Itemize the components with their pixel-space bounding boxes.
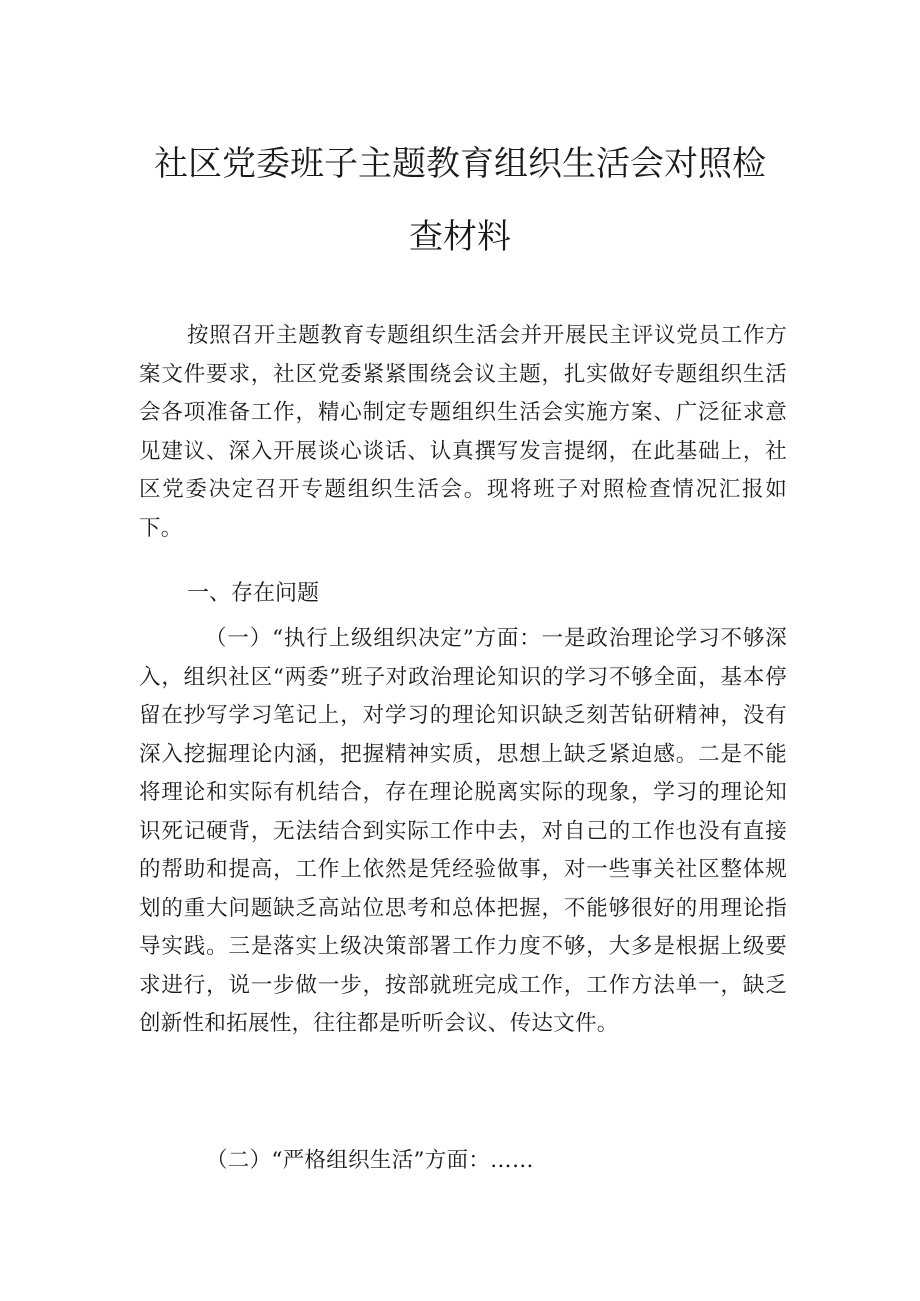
document-title-line2: 查材料 <box>409 217 511 257</box>
subsection-1-paragraph: （一）“执行上级组织决定”方面：一是政治理论学习不够深入，组织社区“两委”班子对政治理论知识的学习不够全面，基本停留在抄写学习笔记上，对学习的理论知识缺乏刻苦钻研精神，没有深入挖掘理论内涵，把握精神实质，思想上缺乏紧迫感。二是不能将理论和实际有机结合，存在理论脱离实际的现象，学习的理论知识死记硬背，无法结合到实际工作中去，对自己的工作也没有直接的帮助和提高，工作上依然是凭经验做事，对一些事关社区整体规划的重大问题缺乏高站位思考和总体把握，不能够很好的用理论指导实践。三是落实上级决策部署工作力度不够，大多是根据上级要求进行，说一步做一步，按部就班完成工作，工作方法单一，缺乏创新性和拓展性，往往都是听听会议、传达文件。 <box>139 626 787 1036</box>
document-title-line1: 社区党委班子主题教育组织生活会对照检 <box>154 144 766 184</box>
section-heading-problems: 一、存在问题 <box>187 581 320 606</box>
intro-paragraph: 按照召开主题教育专题组织生活会并开展民主评议党员工作方案文件要求，社区党委紧紧围绕会议主题，扎实做好专题组织生活会各项准备工作，精心制定专题组织生活会实施方案、广泛征求意见建议、深入开展谈心谈话、认真撰写发言提纲，在此基础上，社区党委决定召开专题组织生活会。现将班子对照检查情况汇报如下。 <box>139 323 787 541</box>
subsection-2-paragraph: （二）“严格组织生活”方面：…… <box>206 1148 534 1173</box>
